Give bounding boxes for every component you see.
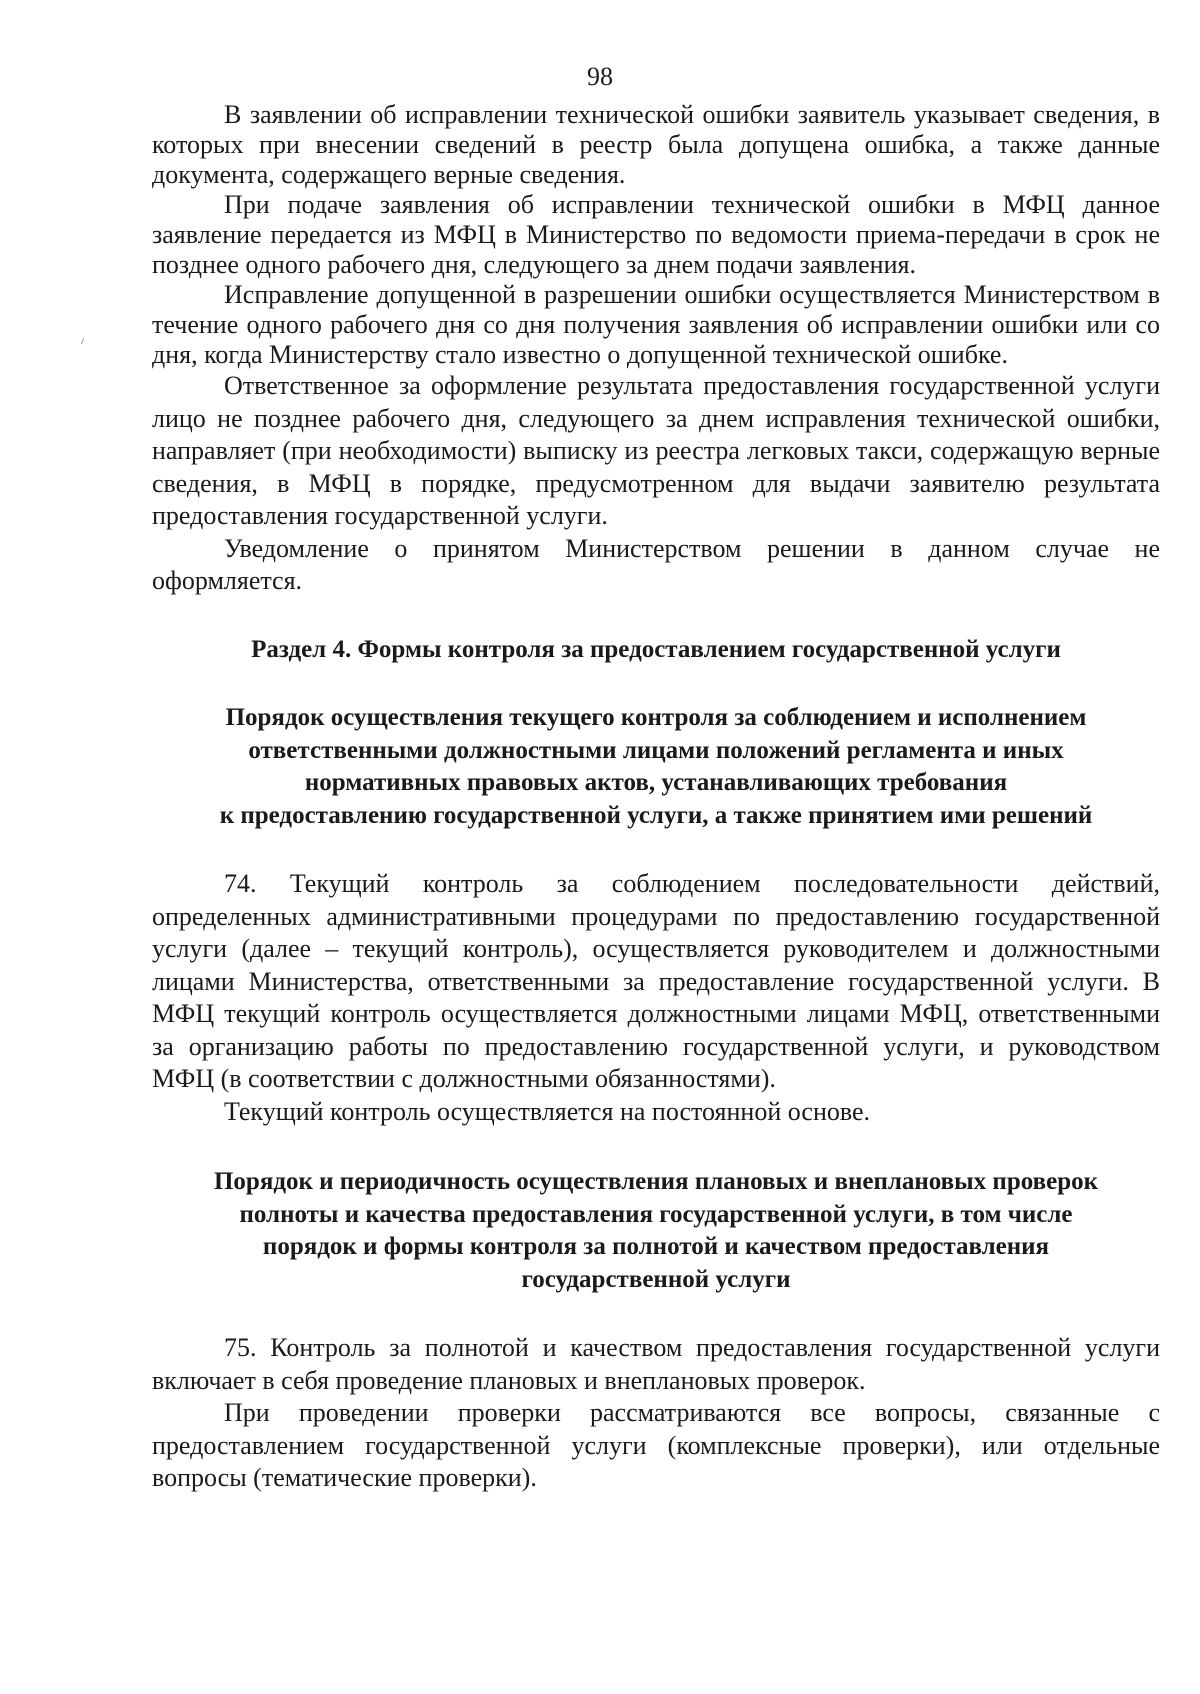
heading-line: нормативных правовых актов, устанавливающих требования — [304, 769, 1008, 796]
paragraph-notification: Уведомление о принятом Министерством решении в данном случае не оформляется. — [152, 533, 1160, 595]
heading-line: Порядок осуществления текущего контроля за соблюдением и исполнением — [225, 704, 1087, 731]
paragraph-74: 74. Текущий контроль за соблюдением последовательности действий, определенных административными процедурами по предоставлению государственной услуги (далее – текущий контроль), осуществляется руководителем и должностными лицами Министерства, ответственными за предоставление государственной услуги. В МФЦ текущий контроль осуществляется должностными лицами МФЦ, ответственными за организацию работы по предоставлению государственной услуги, и руководством МФЦ (в соответствии с должностными обязанностями). — [152, 869, 1160, 1093]
paragraph-responsible-person: Ответственное за оформление результата предоставления государственной услуги лицо не позднее рабочего дня, следующего за днем исправления технической ошибки, направляет (при необходимости) выписку из реестра легковых такси, содержащую верные сведения, в МФЦ в порядке, предусмотренном для выдачи заявителю результата предоставления государственной услуги. — [152, 371, 1160, 530]
paragraph-75: 75. Контроль за полнотой и качеством предоставления государственной услуги включает в себя проведение плановых и внеплановых проверок. — [152, 1333, 1160, 1395]
section-title: Раздел 4. Формы контроля за предоставлением государственной услуги — [251, 635, 1061, 663]
paragraph-mfc-transfer: При подаче заявления об исправлении технической ошибки в МФЦ данное заявление передается из МФЦ в Министерство по ведомости приема-передачи в срок не позднее одного рабочего дня, следующего за днем подачи заявления. — [152, 190, 1160, 279]
heading-line: порядок и формы контроля за полнотой и качеством предоставления — [262, 1233, 1050, 1260]
heading-line: ответственными должностными лицами положений регламента и иных — [248, 736, 1064, 764]
paragraph-permanent-basis: Текущий контроль осуществляется на постоянной основе. — [224, 1096, 871, 1126]
heading-line: Порядок и периодичность осуществления плановых и внеплановых проверок — [213, 1168, 1099, 1195]
heading-line: государственной услуги — [521, 1265, 791, 1293]
heading-current-control — [152, 702, 1160, 832]
heading-line: к предоставлению государственной услуги, а также принятием ими решений — [219, 801, 1093, 829]
heading-inspections — [152, 1166, 1160, 1296]
scan-mark — [81, 338, 84, 344]
paragraph-error-statement: В заявлении об исправлении технической ошибки заявитель указывает сведения, в которых при внесении сведений в реестр была допущена ошибка, а также данные документа, содержащего верные сведения. — [152, 100, 1160, 189]
document-body — [152, 100, 1160, 1495]
heading-line: полноты и качества предоставления государственной услуги, в том числе — [239, 1200, 1073, 1228]
paragraph-inspection-scope: При проведении проверки рассматриваются все вопросы, связанные с предоставлением государственной услуги (комплексные проверки), или отдельные вопросы (тематические проверки). — [152, 1398, 1160, 1492]
paragraph-correction-term: Исправление допущенной в разрешении ошибки осуществляется Министерством в течение одного рабочего дня со дня получения заявления об исправлении ошибки или со дня, когда Министерству стало известно о допущенной технической ошибке. — [152, 280, 1160, 369]
page-number: 98 — [587, 62, 613, 91]
